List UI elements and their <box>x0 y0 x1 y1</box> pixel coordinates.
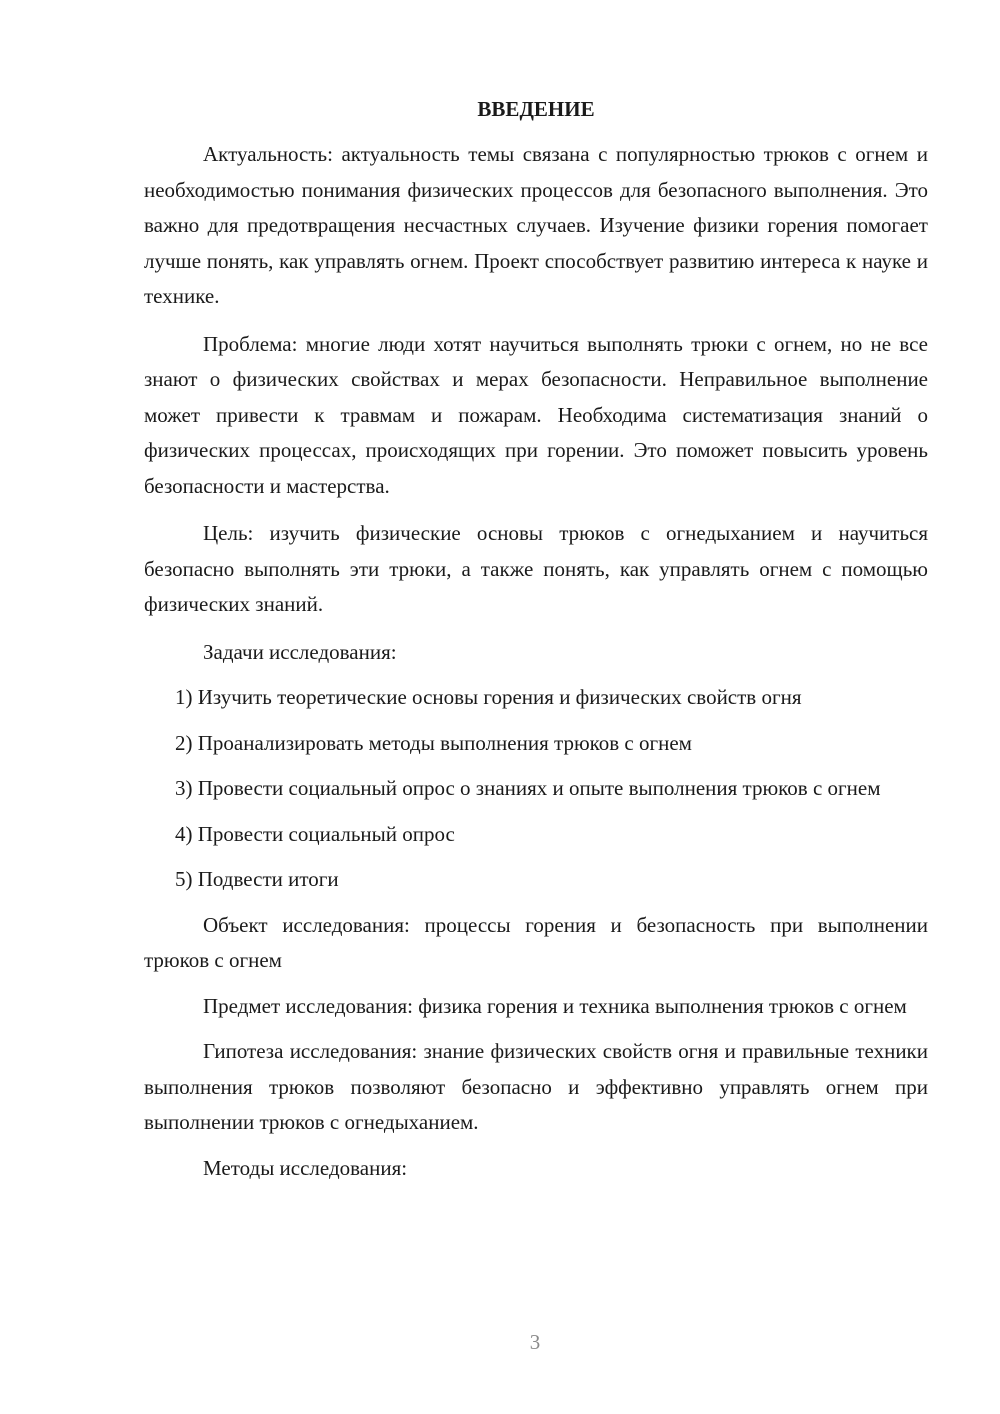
goal-paragraph: Цель: изучить физические основы трюков с огнедыханием и научиться безопасно выполнять эти трюки, а также понять, как управлять огнем с помощью физических знаний. <box>144 521 928 616</box>
task-item-1: 1) Изучить теоретические основы горения и физических свойств огня <box>175 685 802 709</box>
document-page <box>144 92 928 1196</box>
object-paragraph: Объект исследования: процессы горения и безопасность при выполнении трюков с огнем <box>144 912 928 972</box>
hypothesis-paragraph: Гипотеза исследования: знание физических свойств огня и правильные техники выполнения трюков позволяют безопасно и эффективно управлять огнем при выполнении трюков с огнедыханием. <box>144 1039 928 1134</box>
task-item-2: 2) Проанализировать методы выполнения трюков с огнем <box>175 730 692 755</box>
methods-heading: Методы исследования: <box>203 1155 408 1180</box>
task-item-4: 4) Провести социальный опрос <box>175 821 455 846</box>
problem-paragraph: Проблема: многие люди хотят научиться выполнять трюки с огнем, но не все знают о физических свойствах и мерах безопасности. Неправильное выполнение может привести к травмам и пожарам. Необходима систематизация знаний о физических процессах, происходящих при горении. Это поможет повысить уровень безопасности и мастерства. <box>144 331 928 498</box>
page-number: 3 <box>529 1330 541 1354</box>
task-item-3: 3) Провести социальный опрос о знаниях и опыте выполнения трюков с огнем <box>175 776 881 800</box>
subject-paragraph: Предмет исследования: физика горения и техника выполнения трюков с огнем <box>203 993 907 1018</box>
tasks-heading: Задачи исследования: <box>203 639 397 664</box>
relevance-paragraph: Актуальность: актуальность темы связана с популярностью трюков с огнем и необходимостью понимания физических процессов для безопасного выполнения. Это важно для предотвращения несчастных случаев. Изучение физики горения помогает лучше понять, как управлять огнем. Проект способствует развитию интереса к науке и технике. <box>144 142 928 308</box>
task-item-5: 5) Подвести итоги <box>175 867 339 891</box>
section-title: ВВЕДЕНИЕ <box>477 97 595 121</box>
